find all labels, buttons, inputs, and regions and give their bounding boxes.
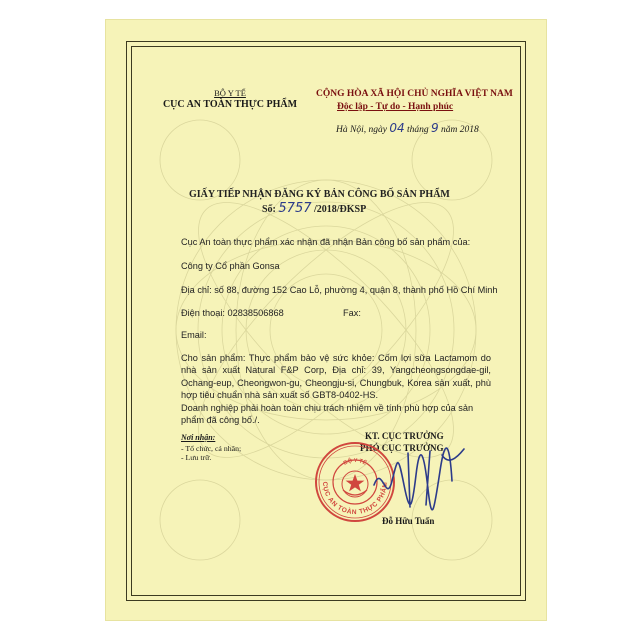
seal-top-text: BỘ Y TẾ <box>342 457 368 467</box>
signer-role-line-1: KT. CỤC TRƯỞNG <box>365 431 444 441</box>
signer-role-line-2: PHÓ CỤC TRƯỞNG <box>360 443 444 453</box>
product-description: Cho sản phẩm: Thực phẩm bảo vệ sức khỏe: Cốm lợi sữa Lactamom do nhà sản xuất Natural F&P Corp, Địa chỉ: 39, Yangcheongsongdae-gil, Ochang-eup, Cheongwon-gu, Cheongju-si, Chungbuk, Korea sản xuất, phù hợp tiêu chuẩn nhà sản xuất số GBT8-0402-HS. <box>181 353 491 401</box>
date-month-handwritten: 9 <box>430 121 439 135</box>
document-title: GIẤY TIẾP NHẬN ĐĂNG KÝ BẢN CÔNG BỐ SẢN PHẨM <box>189 189 450 200</box>
ministry-name: BỘ Y TẾ <box>214 88 246 98</box>
date-year: năm 2018 <box>438 125 479 135</box>
company-email: Email: <box>181 330 207 340</box>
recipient-item: - Tổ chức, cá nhân; <box>181 444 242 453</box>
intro-text: Cục An toàn thực phẩm xác nhận đã nhận Bản công bố sản phẩm của: <box>181 237 471 247</box>
date-month-label: tháng <box>404 125 431 135</box>
recipients-heading: Nơi nhận: <box>181 433 216 442</box>
responsibility-statement: Doanh nghiệp phải hoàn toàn chịu trách nhiệm về tính phù hợp của sản phẩm đã công bố./. <box>181 403 474 426</box>
company-phone: Điện thoại: 02838506868 <box>181 308 284 318</box>
handwritten-signature <box>368 445 468 517</box>
national-emblem-icon <box>342 471 368 497</box>
number-suffix: /2018/ĐKSP <box>311 204 367 215</box>
seal-ring-text: CỤC AN TOÀN THỰC PHẨM <box>320 481 390 517</box>
number-handwritten: 5757 <box>278 201 312 216</box>
number-label: Số: <box>262 204 279 215</box>
agency-name: CỤC AN TOÀN THỰC PHẨM <box>162 99 298 110</box>
company-address: Địa chỉ: số 88, đường 152 Cao Lỗ, phường 4, quận 8, thành phố Hồ Chí Minh <box>181 285 498 295</box>
company-fax: Fax: <box>343 308 361 318</box>
company-name: Công ty Cổ phần Gonsa <box>181 261 280 271</box>
date-prefix: Hà Nội, ngày <box>336 125 390 135</box>
signer-name: Đỗ Hữu Tuấn <box>382 516 435 526</box>
svg-text:BỘ Y TẾ <box>343 456 368 467</box>
issue-date <box>336 121 479 135</box>
date-day-handwritten: 04 <box>389 121 405 135</box>
recipient-item: - Lưu trữ. <box>181 453 212 462</box>
national-title: CỘNG HÒA XÃ HỘI CHỦ NGHĨA VIỆT NAM <box>316 89 513 99</box>
national-motto: Độc lập - Tự do - Hạnh phúc <box>337 102 454 112</box>
document-number <box>262 201 366 216</box>
